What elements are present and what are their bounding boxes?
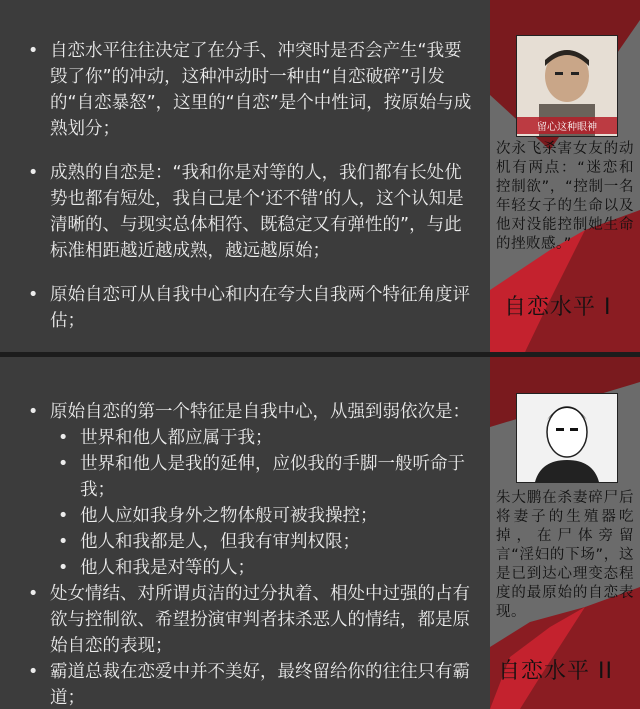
- bullet-item: • 霸道总裁在恋爱中并不美好，最终留给你的往往只有霸道；: [24, 659, 474, 709]
- panel1-text-column: [24, 38, 474, 352]
- person-sketch-icon: [517, 394, 617, 482]
- sub-bullet-item: • 世界和他人都应属于我；: [54, 425, 474, 451]
- sub-bullet-item: • 他人和我是对等的人；: [54, 555, 474, 581]
- sub-bullet-item: • 他人和我都是人，但我有审判权限；: [54, 529, 474, 555]
- bullet-item: • 自恋水平往往决定了在分手、冲突时是否会产生“我要毁了你”的冲动，这种冲动时一种由“自恋破碎”引发的“自恋暴怒”，这里的“自恋”是个中性词，按原始与成熟划分；: [24, 38, 474, 142]
- sub-bullet-item: • 世界和他人是我的延伸，应似我的手脚一般听命于我；: [54, 451, 474, 503]
- panel1-side-card: [490, 0, 640, 352]
- bullet-item: • 原始自恋的第一个特征是自我中心，从强到弱依次是：: [24, 399, 474, 425]
- bullet-item: • 处女情结、对所谓贞洁的过分执着、相处中过强的占有欲与控制欲、希望扮演审判者抹杀恶人的情结，都是原始自恋的表现；: [24, 581, 474, 659]
- bullet-item: • 原始自恋可从自我中心和内在夸大自我两个特征角度评估；: [24, 282, 474, 334]
- slide-panel-1: [0, 0, 640, 352]
- level-label: 自恋水平 II: [498, 659, 613, 684]
- suspect-photo-1: [516, 35, 618, 137]
- case-description: 朱大鹏在杀妻碎尸后将妻子的生殖器吃掉，在尸体旁留言“淫妇的下场”，这是已到达心理变态程度的最原始的自恋表现。: [496, 490, 634, 620]
- panel2-text-column: [24, 399, 474, 709]
- level-label: 自恋水平 I: [504, 295, 612, 320]
- bullet-item: • 成熟的自恋是：“我和你是对等的人，我们都有长处优势也都有短处，我自己是个‘还不错’的人，这个认知是清晰的、与现实总体相符、既稳定又有弹性的”，与此标准相距越近越成熟，越远越原始；: [24, 160, 474, 264]
- sub-bullet-item: • 他人应如我身外之物体般可被我操控；: [54, 503, 474, 529]
- panel2-side-card: [490, 357, 640, 709]
- slide-panel-2: [0, 357, 640, 709]
- photo-caption: 留心这种眼神: [517, 117, 617, 134]
- case-description: 次永飞杀害女友的动机有两点：“迷恋和控制欲”，“控制一名年轻女子的生命以及他对没能控制她生命的挫败感。”: [496, 141, 634, 252]
- suspect-photo-2: [516, 393, 618, 483]
